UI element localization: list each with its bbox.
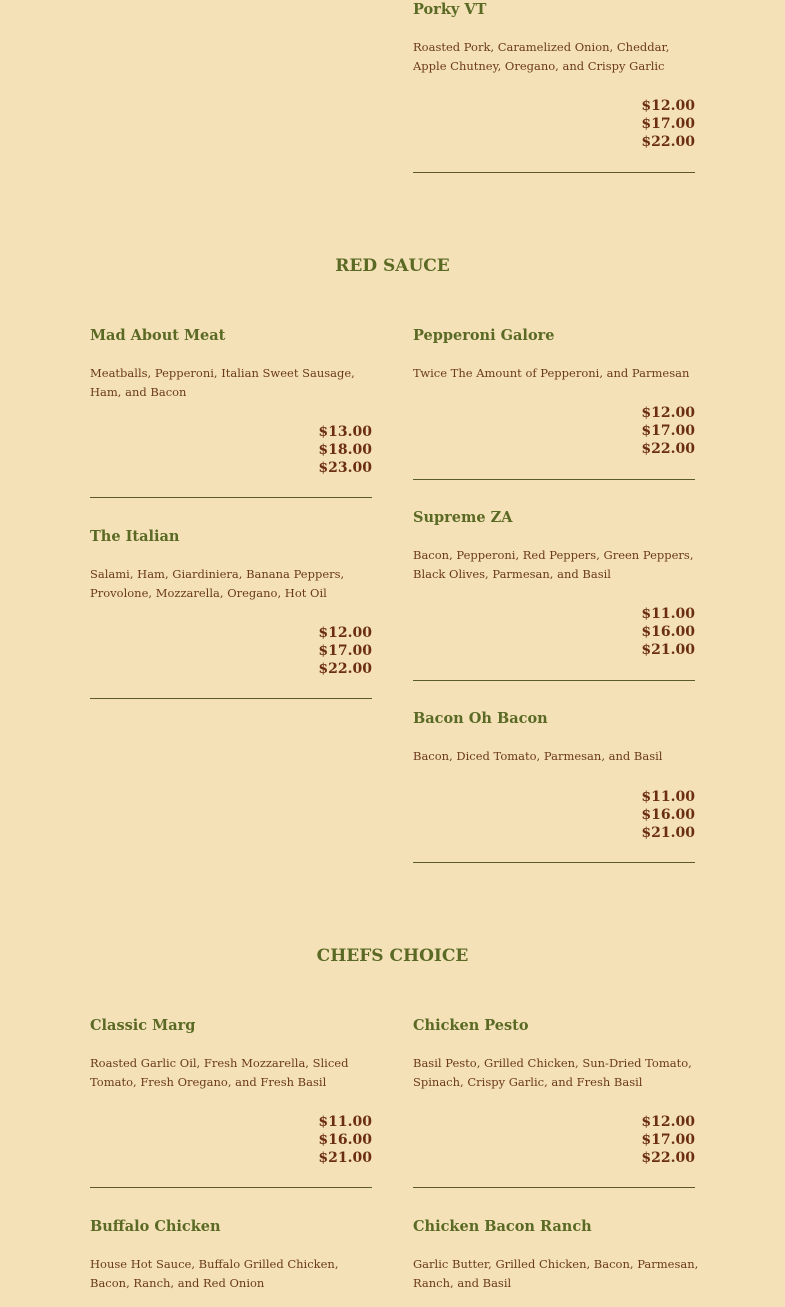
item-divider <box>90 497 372 498</box>
price-small: $11.00 <box>641 606 695 622</box>
price-medium: $17.00 <box>641 423 695 439</box>
item-prices <box>222 423 372 477</box>
menu-item-chicken-bacon-ranch <box>413 1217 699 1307</box>
price-large: $21.00 <box>641 642 695 658</box>
item-divider <box>90 1187 372 1188</box>
item-divider <box>90 698 372 699</box>
menu-item-the-italian <box>90 527 372 702</box>
item-prices <box>545 97 695 151</box>
item-name: The Italian <box>90 528 180 545</box>
item-name: Bacon Oh Bacon <box>413 710 548 727</box>
price-medium: $18.00 <box>318 442 372 458</box>
price-large: $21.00 <box>318 1150 372 1166</box>
item-divider <box>413 479 695 480</box>
price-large: $22.00 <box>641 1150 695 1166</box>
item-name: Porky VT <box>413 1 487 18</box>
item-name: Classic Marg <box>90 1017 196 1034</box>
price-large: $22.00 <box>641 441 695 457</box>
price-large: $21.00 <box>641 825 695 841</box>
item-name: Pepperoni Galore <box>413 327 555 344</box>
item-prices <box>222 624 372 678</box>
item-divider <box>413 862 695 863</box>
item-name: Supreme ZA <box>413 509 513 526</box>
price-small: $11.00 <box>641 789 695 805</box>
item-description: Salami, Ham, Giardiniera, Banana Peppers, Provolone, Mozzarella, Oregano, Hot Oil <box>90 567 345 600</box>
price-small: $12.00 <box>641 98 695 114</box>
menu-item-mad-about-meat <box>90 326 372 501</box>
menu-item-supreme-za <box>413 508 695 683</box>
menu-item-buffalo-chicken <box>90 1217 372 1307</box>
item-prices <box>545 788 695 842</box>
price-large: $22.00 <box>318 661 372 677</box>
price-medium: $17.00 <box>318 643 372 659</box>
menu-item-classic-marg <box>90 1016 372 1191</box>
item-prices <box>545 1113 695 1167</box>
price-small: $12.00 <box>641 405 695 421</box>
item-description: House Hot Sauce, Buffalo Grilled Chicken, Bacon, Ranch, and Red Onion <box>90 1257 339 1290</box>
item-prices <box>545 404 695 458</box>
item-description: Meatballs, Pepperoni, Italian Sweet Sausage, Ham, and Bacon <box>90 366 355 399</box>
price-medium: $16.00 <box>318 1132 372 1148</box>
price-large: $22.00 <box>641 134 695 150</box>
item-prices <box>545 605 695 659</box>
price-small: $11.00 <box>318 1114 372 1130</box>
section-title-chefs-choice: CHEFS CHOICE <box>316 946 469 966</box>
price-small: $12.00 <box>318 625 372 641</box>
menu-item-bacon-oh-bacon <box>413 709 695 864</box>
item-description: Bacon, Diced Tomato, Parmesan, and Basil <box>413 749 663 763</box>
menu-item-pepperoni-galore <box>413 326 695 481</box>
item-divider <box>413 1187 695 1188</box>
menu-item-chicken-pesto <box>413 1016 695 1191</box>
item-description: Roasted Pork, Caramelized Onion, Cheddar, Apple Chutney, Oregano, and Crispy Garlic <box>413 40 670 73</box>
item-prices <box>222 1113 372 1167</box>
price-large: $23.00 <box>318 460 372 476</box>
item-name: Buffalo Chicken <box>90 1218 221 1235</box>
price-small: $13.00 <box>318 424 372 440</box>
price-medium: $17.00 <box>641 116 695 132</box>
item-name: Chicken Pesto <box>413 1017 529 1034</box>
item-divider <box>413 172 695 173</box>
item-description: Garlic Butter, Grilled Chicken, Bacon, Parmesan, Ranch, and Basil <box>413 1257 699 1290</box>
item-description: Roasted Garlic Oil, Fresh Mozzarella, Sliced Tomato, Fresh Oregano, and Fresh Basil <box>90 1056 349 1089</box>
item-divider <box>413 680 695 681</box>
item-name: Mad About Meat <box>90 327 226 344</box>
section-title-red-sauce: RED SAUCE <box>335 256 450 276</box>
item-description: Basil Pesto, Grilled Chicken, Sun-Dried Tomato, Spinach, Crispy Garlic, and Fresh Basil <box>413 1056 692 1089</box>
price-medium: $16.00 <box>641 624 695 640</box>
menu-item-porky-vt <box>413 0 695 175</box>
item-description: Bacon, Pepperoni, Red Peppers, Green Peppers, Black Olives, Parmesan, and Basil <box>413 548 694 581</box>
price-small: $12.00 <box>641 1114 695 1130</box>
item-description: Twice The Amount of Pepperoni, and Parmesan <box>413 366 690 380</box>
item-name: Chicken Bacon Ranch <box>413 1218 592 1235</box>
price-medium: $16.00 <box>641 807 695 823</box>
price-medium: $17.00 <box>641 1132 695 1148</box>
